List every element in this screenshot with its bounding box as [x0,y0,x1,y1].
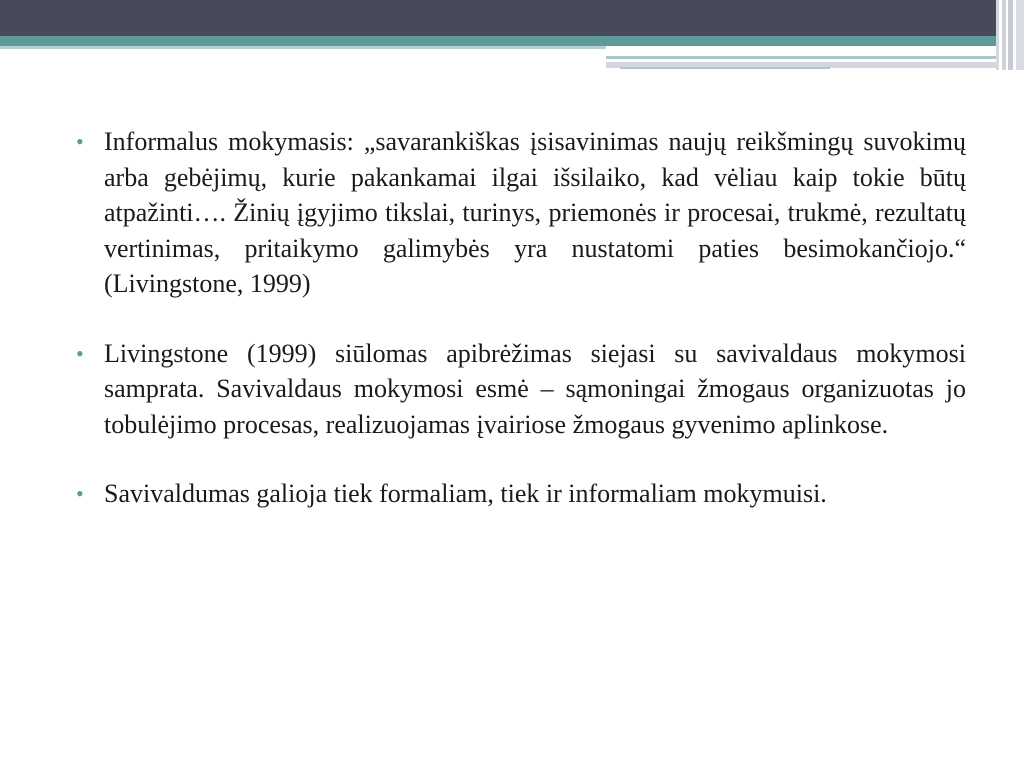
header-tab-line [620,67,830,69]
bullet-icon: • [76,129,84,154]
bullet-item [76,336,966,443]
header-tab-line [606,56,1001,59]
header-vertical-bars [996,0,1024,70]
bullet-text: Livingstone (1999) siūlomas apibrėžimas siejasi su savivaldaus mokymosi samprata. Savivaldaus mokymosi esmė – sąmoningai žmogaus organizuotas jo tobulėjimo procesas, realizuojamas įvairiose žmogaus gyvenimo aplinkose. [104,338,966,439]
bullet-text: Informalus mokymasis: „savarankiškas įsisavinimas naujų reikšmingų suvokimų arba gebėjimų, kurie pakankamai ilgai išsilaiko, kad vėliau kaip tokie būtų atpažinti…. Žinių įgyjimo tikslai, turinys, priemonės ir procesai, trukmė, rezultatų vertinimas, pritaikymo galimybės yra nustatomi paties besimokančiojo.“ (Livingstone, 1999) [104,127,966,298]
header-band [0,0,1024,36]
bullet-icon: • [76,481,84,506]
bullet-text: Savivaldumas galioja tiek formaliam, tiek ir informaliam mokymuisi. [104,479,827,508]
header-accent-stripe [0,36,1024,46]
decor-bar [1016,0,1024,70]
bullet-icon: • [76,340,84,366]
bullet-item [76,476,966,512]
header-accent-line [0,46,606,49]
bullet-item [76,124,966,302]
slide-body [76,124,966,546]
